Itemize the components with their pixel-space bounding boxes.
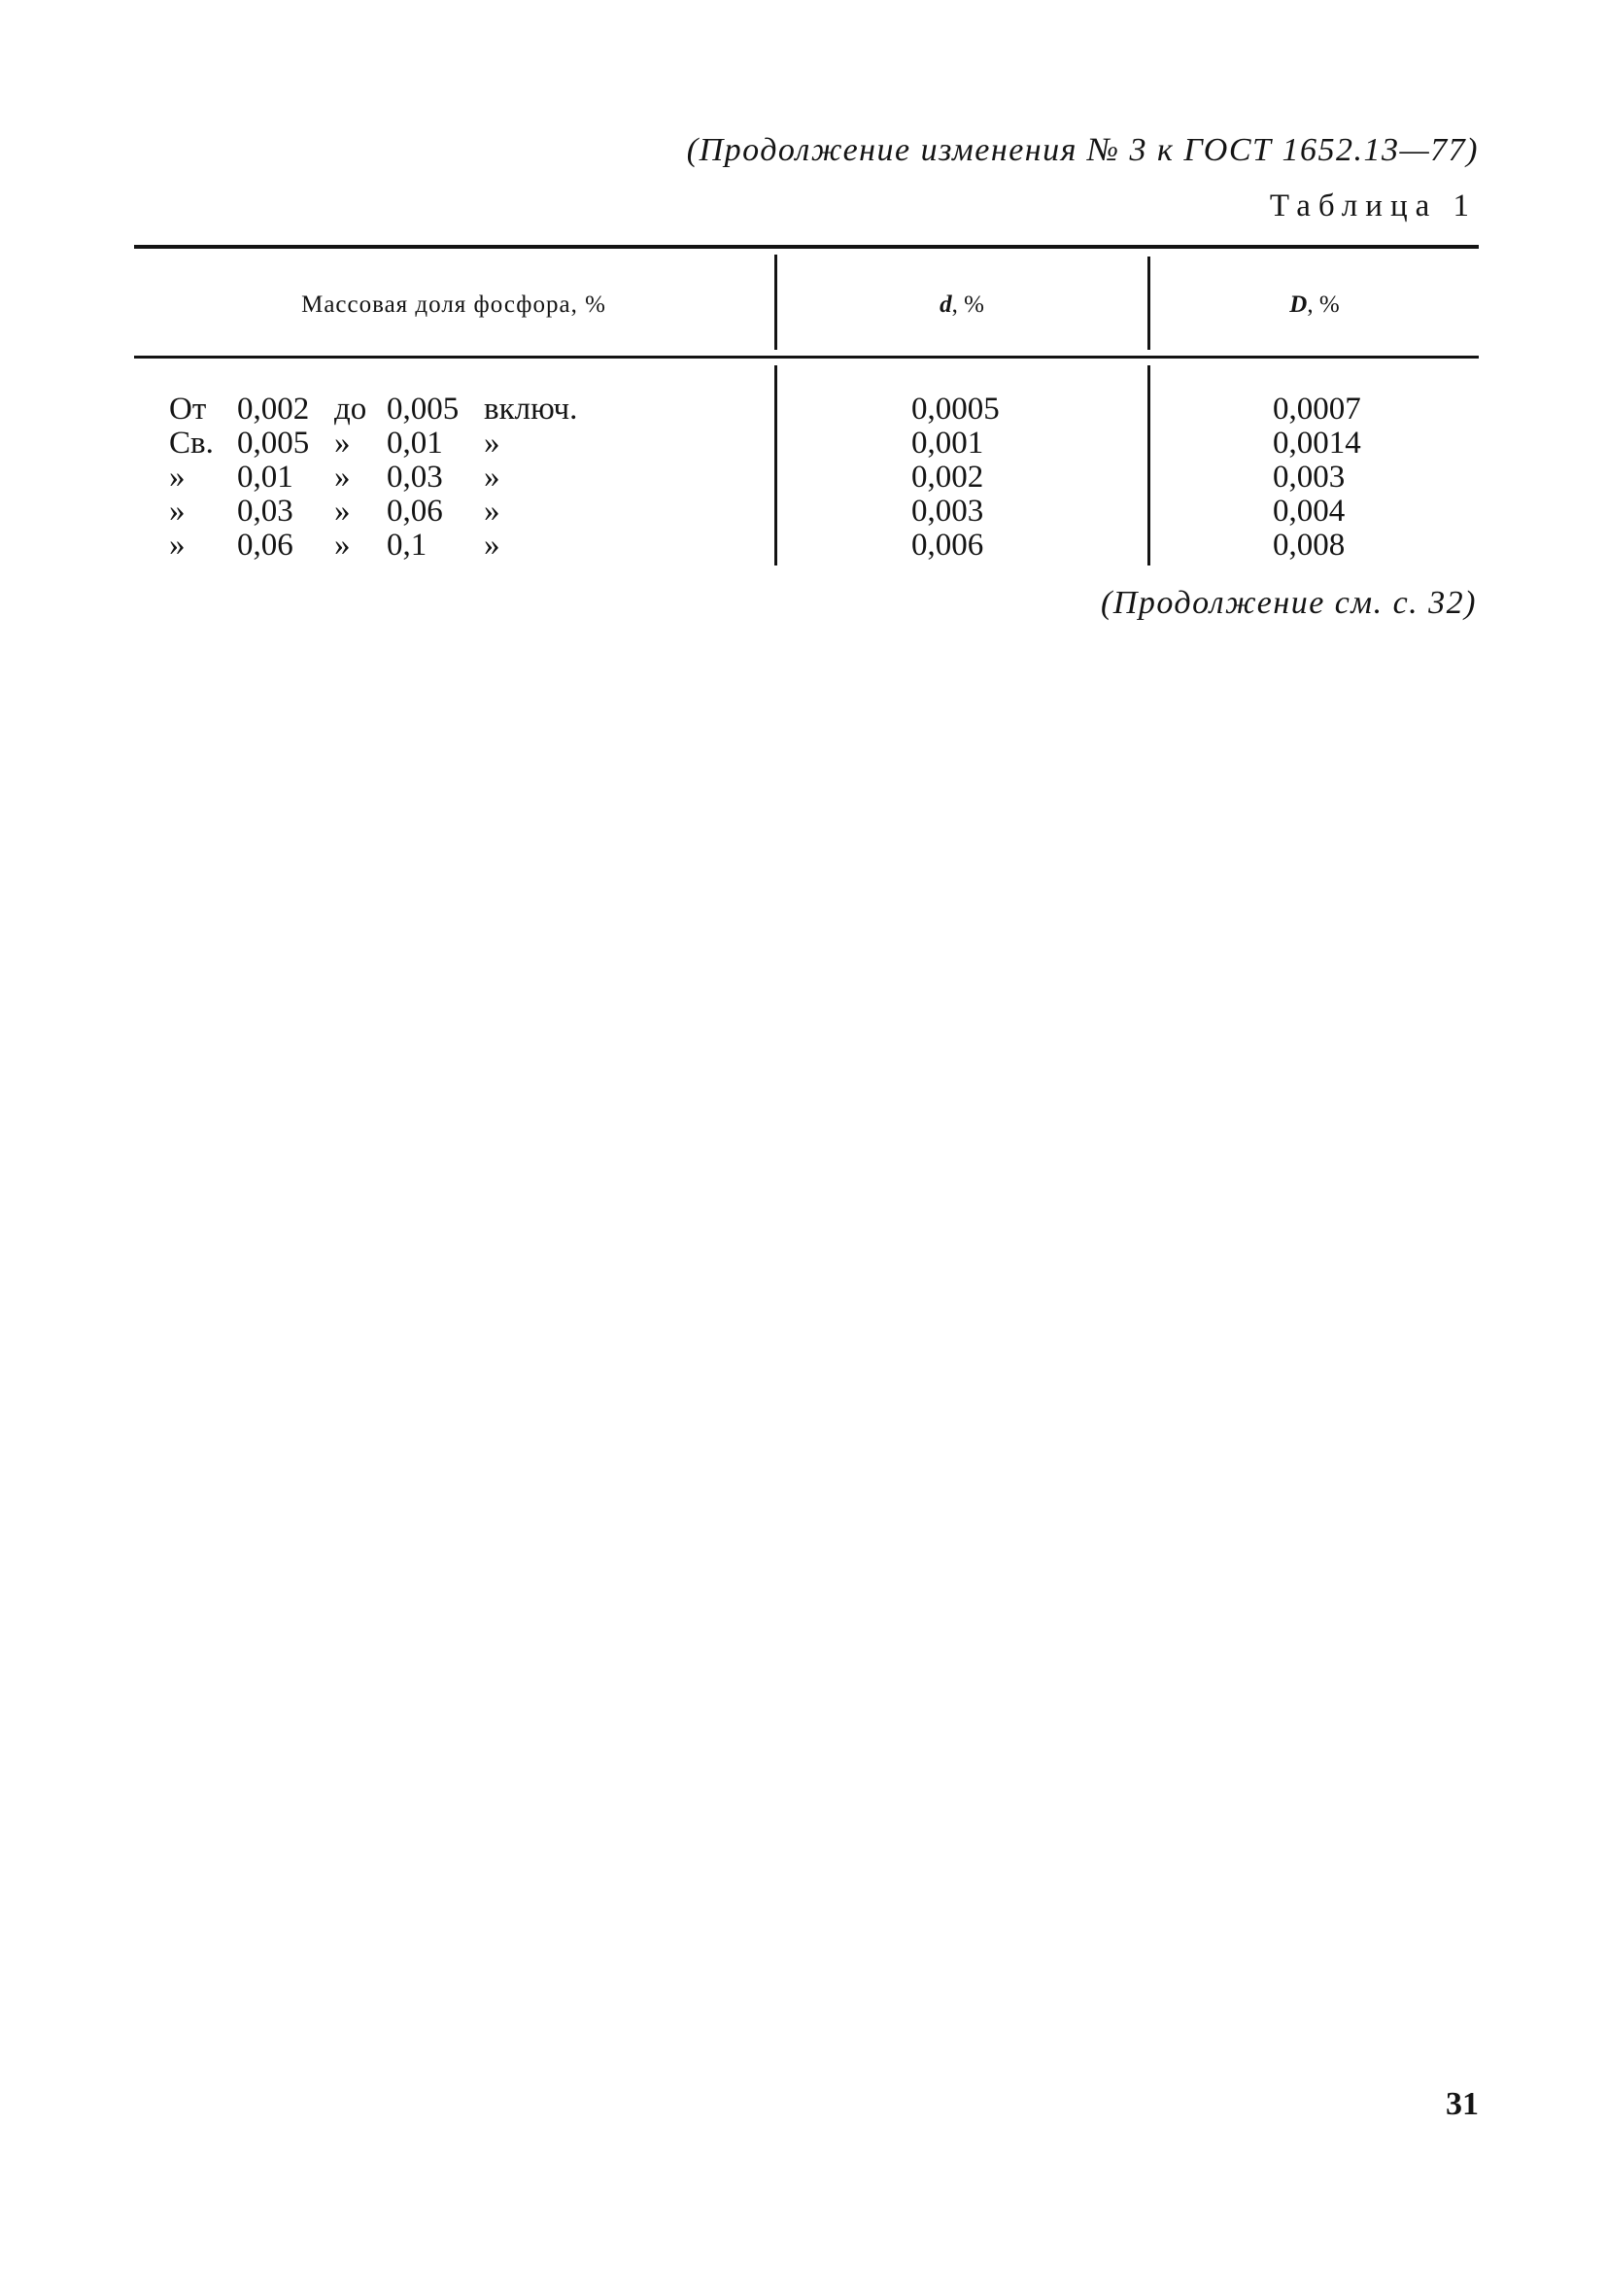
column-header-d-unit: , % [951,291,984,318]
range-to-mark: до [334,392,367,427]
column-header-d-symbol: d [940,291,952,318]
page-number: 31 [1446,2086,1479,2122]
table-body [0,393,1607,563]
range-to: 0,03 [387,460,443,495]
table-row [0,529,1607,563]
range-prefix: » [169,494,186,529]
range-from: 0,03 [237,494,293,529]
range-to-mark: » [334,460,351,495]
d-value: 0,002 [911,460,984,495]
table-label: Таблица 1 [1269,188,1477,223]
table-row [0,393,1607,427]
d-value: 0,001 [911,426,984,461]
d-value: 0,003 [911,494,984,529]
range-from: 0,005 [237,426,310,461]
range-to-mark: » [334,528,351,563]
range-prefix: » [169,528,186,563]
range-prefix: От [169,392,207,427]
d-value: 0,006 [911,528,984,563]
D-value: 0,0007 [1273,392,1361,427]
range-to: 0,005 [387,392,460,427]
range-to-mark: » [334,426,351,461]
range-from: 0,01 [237,460,293,495]
range-suffix: » [484,460,500,495]
D-value: 0,0014 [1273,426,1361,461]
range-prefix: » [169,460,186,495]
column-header-D-unit: , % [1307,291,1340,318]
table-row [0,495,1607,529]
continuation-header: (Продолжение изменения № 3 к ГОСТ 1652.13—77) [686,132,1479,168]
table-top-rule [134,245,1479,249]
range-from: 0,002 [237,392,310,427]
range-to: 0,01 [387,426,443,461]
range-suffix: » [484,494,500,529]
range-to: 0,1 [387,528,427,563]
column-header-D-symbol: D [1289,291,1308,318]
range-to-mark: » [334,494,351,529]
range-suffix: » [484,426,500,461]
d-value: 0,0005 [911,392,1000,427]
column-header-d [777,291,1146,319]
table-row [0,461,1607,495]
column-header-D [1150,291,1479,319]
D-value: 0,008 [1273,528,1346,563]
range-suffix: включ. [484,392,578,427]
column-header-phosphorus: Массовая доля фосфора, % [301,291,606,318]
range-from: 0,06 [237,528,293,563]
continuation-footer: (Продолжение см. с. 32) [1100,585,1477,621]
range-suffix: » [484,528,500,563]
table-header-rule [134,356,1479,359]
range-to: 0,06 [387,494,443,529]
D-value: 0,004 [1273,494,1346,529]
D-value: 0,003 [1273,460,1346,495]
table-row [0,427,1607,461]
range-prefix: Св. [169,426,214,461]
